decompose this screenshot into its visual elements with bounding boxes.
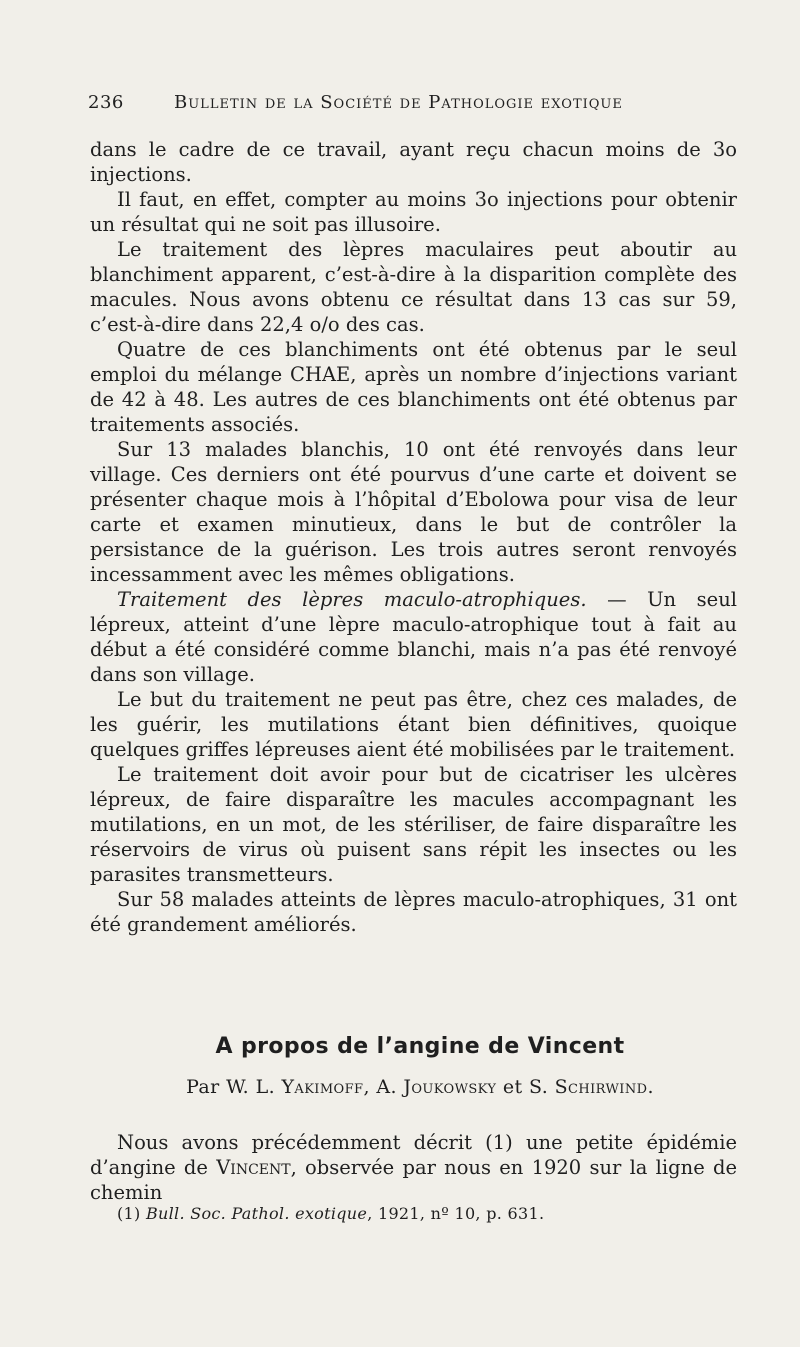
separator: . bbox=[647, 1076, 654, 1098]
person-name: Vincent bbox=[216, 1156, 291, 1179]
paragraph: Quatre de ces blanchiments ont été obtenus par le seul emploi du mélange CHAE, après un nombre d’injections variant de 42 à 48. Les autres de ces blanchiments ont été obtenus par traitements associés. bbox=[90, 338, 737, 436]
paragraph: Le traitement doit avoir pour but de cicatriser les ulcères lépreux, de faire disparaître les macules accompagnant les mutilations, en un mot, de les stériliser, de faire disparaître les réservoirs de virus où puisent sans répit les insectes ou les parasites transmetteurs. bbox=[90, 763, 737, 886]
footnote bbox=[117, 1204, 737, 1223]
paragraph: Il faut, en effet, compter au moins 3o injections pour obtenir un résultat qui ne soit pas illusoire. bbox=[90, 188, 737, 236]
paragraph-text: , observée par nous en 1920 sur la ligne de chemin bbox=[90, 1156, 737, 1204]
paragraph: Le but du traitement ne peut pas être, chez ces malades, de les guérir, les mutilations étant bien définitives, quoique quelques griffes lépreuses aient été mobilisées par le traitement. bbox=[90, 688, 737, 761]
paragraph: dans le cadre de ce travail, ayant reçu chacun moins de 3o injections. bbox=[90, 138, 737, 186]
footnote-details: , 1921, nº 10, p. 631. bbox=[367, 1204, 545, 1223]
author-name: W. L. Yakimoff bbox=[226, 1076, 364, 1098]
running-title: Bulletin de la Société de Pathologie exotique bbox=[174, 92, 623, 113]
paragraph: Sur 13 malades blanchis, 10 ont été renvoyés dans leur village. Ces derniers ont été pourvus d’une carte et doivent se présenter chaque mois à l’hôpital d’Ebolowa pour visa de leur carte et examen minutieux, dans le but de contrôler la persistance de la guérison. Les trois autres seront renvoyés incessamment avec les mêmes obligations. bbox=[90, 438, 737, 586]
separator: , bbox=[363, 1076, 377, 1098]
author-name: A. Joukowsky bbox=[376, 1076, 497, 1098]
separator: et bbox=[496, 1076, 529, 1098]
footnote-number: (1) bbox=[117, 1204, 146, 1223]
paragraph: Sur 58 malades atteints de lèpres maculo-atrophiques, 31 ont été grandement améliorés. bbox=[90, 888, 737, 936]
article-continuation bbox=[90, 137, 737, 937]
paragraph-text: — Un seul lépreux, atteint d’une lèpre maculo-atrophique tout à fait au début a été considéré comme blanchi, mais n’a pas été renvoyé dans son village. bbox=[90, 588, 737, 686]
author-name: S. Schirwind bbox=[528, 1076, 648, 1098]
footnote-reference: Bull. Soc. Pathol. exotique bbox=[145, 1204, 368, 1223]
page-number: 236 bbox=[88, 92, 124, 113]
paragraph-text: Nous avons précédemment décrit (1) une petite épidémie d’angine de bbox=[90, 1131, 737, 1179]
article-authors bbox=[0, 1076, 800, 1098]
by-label: Par bbox=[186, 1076, 227, 1098]
section-heading: Traitement des lèpres maculo-atrophiques. bbox=[117, 588, 587, 611]
article-title: A propos de l’angine de Vincent bbox=[215, 1034, 625, 1059]
paragraph bbox=[90, 587, 737, 687]
paragraph: Le traitement des lèpres maculaires peut aboutir au blanchiment apparent, c’est-à-dire à la disparition complète des macules. Nous avons obtenu ce résultat dans 13 cas sur 59, c’est-à-dire dans 22,4 o/o des cas. bbox=[90, 238, 737, 336]
paragraph bbox=[90, 1130, 737, 1205]
article-body bbox=[90, 1130, 737, 1205]
page-header bbox=[88, 92, 648, 118]
